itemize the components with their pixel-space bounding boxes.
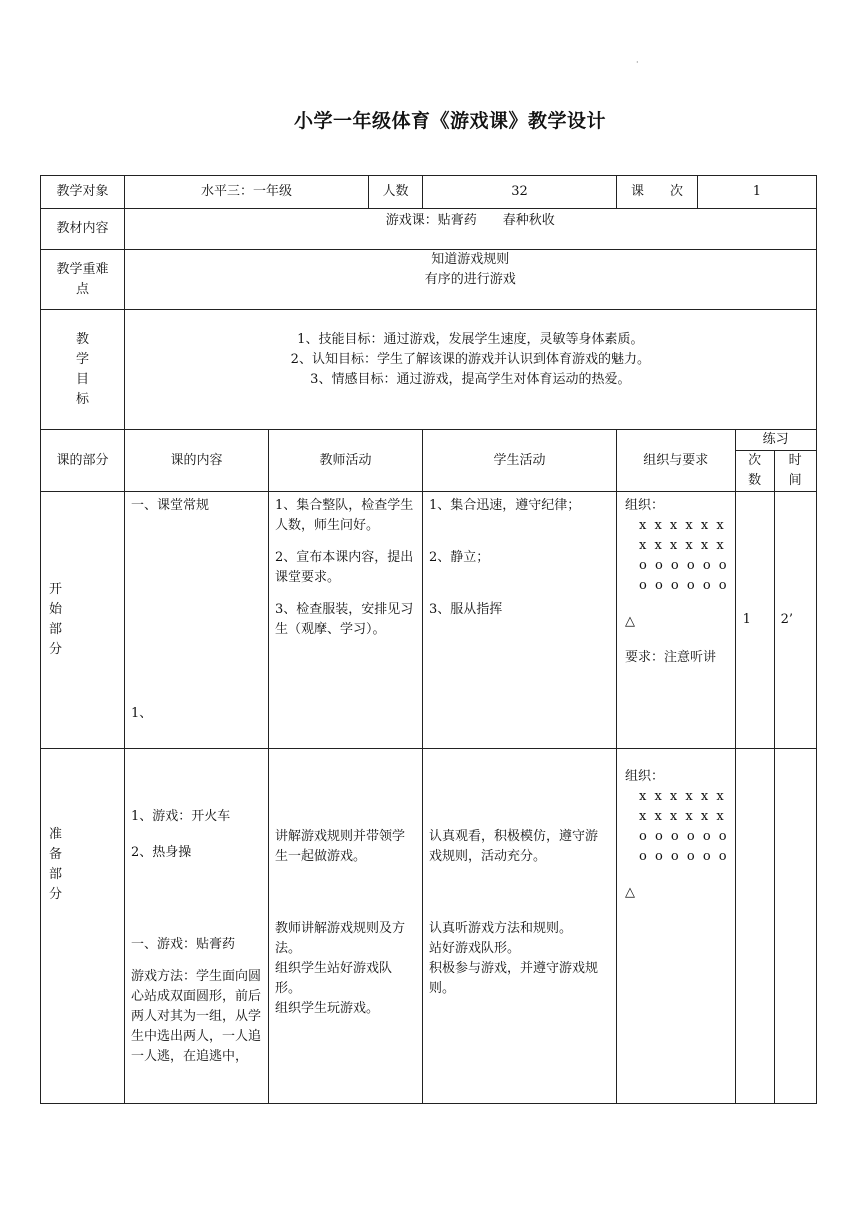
prep-teacher-3: 组织学生站好游戏队形。 xyxy=(275,961,393,996)
goals-label-char-4: 标 xyxy=(75,391,89,407)
start-part-char-4: 分 xyxy=(49,642,63,657)
key-label xyxy=(41,250,125,310)
key-line-2: 有序的进行游戏 xyxy=(424,272,516,287)
start-student xyxy=(423,492,617,749)
start-formation-row-3: o o o o o o xyxy=(639,558,729,573)
prep-student-1: 认真观看，积极模仿，遵守游戏规则，活动充分。 xyxy=(429,829,599,864)
header-practice: 练习 xyxy=(735,430,816,451)
key-row xyxy=(41,250,817,310)
prep-times xyxy=(735,749,774,1104)
prep-teacher-mark: △ xyxy=(625,885,635,900)
goals-label-char-2: 学 xyxy=(75,351,89,367)
header-time-1: 时 xyxy=(788,453,802,468)
goals-row xyxy=(41,310,817,430)
prep-part-label xyxy=(41,749,125,1104)
lesson-label: 课 次 xyxy=(617,176,698,209)
key-value xyxy=(125,250,817,310)
lesson-value: 1 xyxy=(698,176,817,209)
key-label-line-2: 点 xyxy=(75,281,89,297)
document-title: 小学一年级体育《游戏课》教学设计 xyxy=(293,110,606,132)
header-times-2: 数 xyxy=(748,473,762,488)
prep-part-char-1: 准 xyxy=(49,827,63,842)
header-times-1: 次 xyxy=(748,453,762,468)
header-student: 学生活动 xyxy=(423,430,617,492)
header-times xyxy=(735,451,774,492)
prep-student-2: 认真听游戏方法和规则。 xyxy=(429,921,573,936)
start-formation-row-2: x x x x x x xyxy=(639,538,726,553)
prep-section-row xyxy=(41,749,817,1104)
start-org-label: 组织： xyxy=(625,498,665,513)
start-section-row xyxy=(41,492,817,749)
prep-student xyxy=(423,749,617,1104)
goal-line-3: 3、情感目标：通过游戏，提高学生对体育运动的热爱。 xyxy=(310,372,631,387)
start-times: 1 xyxy=(735,492,774,749)
page-mark: · xyxy=(636,58,639,67)
prep-part-char-3: 部 xyxy=(49,867,63,882)
start-part-char-3: 部 xyxy=(49,622,63,637)
prep-content-1: 1、游戏：开火车 xyxy=(131,809,231,824)
start-teacher-mark: △ xyxy=(625,614,635,629)
key-label-line-1: 教学重难 xyxy=(56,261,109,277)
prep-content xyxy=(125,749,269,1104)
prep-org-label: 组织： xyxy=(625,769,665,784)
prep-teacher xyxy=(269,749,423,1104)
start-formation-row-1: x x x x x x xyxy=(639,518,726,533)
prep-formation-row-3: o o o o o o xyxy=(639,829,729,844)
start-part-char-1: 开 xyxy=(49,582,63,597)
count-value: 32 xyxy=(423,176,617,209)
start-teacher xyxy=(269,492,423,749)
prep-formation-row-1: x x x x x x xyxy=(639,789,726,804)
goals-label-char-3: 目 xyxy=(75,371,89,387)
header-time xyxy=(774,451,816,492)
start-student-2: 2、静立； xyxy=(429,550,490,565)
start-teacher-1: 1、集合整队，检查学生人数，师生问好。 xyxy=(275,498,414,533)
material-row xyxy=(41,209,817,250)
lesson-plan-table xyxy=(40,175,817,1104)
start-org xyxy=(617,492,736,749)
start-part-label xyxy=(41,492,125,749)
material-label: 教材内容 xyxy=(41,209,125,250)
goals-label xyxy=(41,310,125,430)
prep-student-4: 积极参与游戏，并遵守游戏规则。 xyxy=(429,961,599,996)
target-value: 水平三：一年级 xyxy=(125,176,369,209)
prep-time xyxy=(774,749,816,1104)
header-teacher: 教师活动 xyxy=(269,430,423,492)
material-value: 游戏课：贴膏药 春种秋收 xyxy=(125,209,817,250)
header-row-1 xyxy=(41,430,817,451)
header-content: 课的内容 xyxy=(125,430,269,492)
prep-formation-row-2: x x x x x x xyxy=(639,809,726,824)
start-content-2: 1、 xyxy=(131,706,153,721)
start-formation-row-4: o o o o o o xyxy=(639,578,729,593)
prep-formation-row-4: o o o o o o xyxy=(639,849,729,864)
goals-label-char-1: 教 xyxy=(75,331,89,347)
prep-teacher-4: 组织学生玩游戏。 xyxy=(275,1001,380,1016)
prep-part-char-4: 分 xyxy=(49,887,63,902)
prep-teacher-2: 教师讲解游戏规则及方法。 xyxy=(275,921,406,956)
start-content-1: 一、课堂常规 xyxy=(131,498,210,513)
header-org: 组织与要求 xyxy=(617,430,736,492)
prep-org xyxy=(617,749,736,1104)
prep-teacher-1: 讲解游戏规则并带领学生一起做游戏。 xyxy=(275,829,406,864)
info-row xyxy=(41,176,817,209)
goals-value xyxy=(125,310,817,430)
goal-line-1: 1、技能目标：通过游戏，发展学生速度，灵敏等身体素质。 xyxy=(297,332,644,347)
start-student-1: 1、集合迅速，遵守纪律； xyxy=(429,498,581,513)
start-student-3: 3、服从指挥 xyxy=(429,602,503,617)
prep-content-2: 2、热身操 xyxy=(131,845,192,860)
start-part-char-2: 始 xyxy=(49,602,63,617)
prep-content-4: 游戏方法：学生面向圆心站成双面圆形，前后两人对其为一组，从学生中选出两人，一人追一人逃，在追逃中， xyxy=(131,969,262,1064)
prep-part-char-2: 备 xyxy=(49,847,63,862)
goal-line-2: 2、认知目标：学生了解该课的游戏并认识到体育游戏的魅力。 xyxy=(290,352,650,367)
key-line-1: 知道游戏规则 xyxy=(431,252,510,267)
prep-student-3: 站好游戏队形。 xyxy=(429,941,521,956)
start-requirement: 要求：注意听讲 xyxy=(625,650,717,665)
start-time: 2’ xyxy=(774,492,816,749)
prep-content-3: 一、游戏：贴膏药 xyxy=(131,937,236,952)
start-content xyxy=(125,492,269,749)
count-label: 人数 xyxy=(369,176,423,209)
header-time-2: 间 xyxy=(788,473,802,488)
header-part: 课的部分 xyxy=(41,430,125,492)
target-label: 教学对象 xyxy=(41,176,125,209)
start-teacher-3: 3、检查服装，安排见习生（观摩、学习）。 xyxy=(275,602,414,637)
start-teacher-2: 2、宣布本课内容，提出课堂要求。 xyxy=(275,550,414,585)
